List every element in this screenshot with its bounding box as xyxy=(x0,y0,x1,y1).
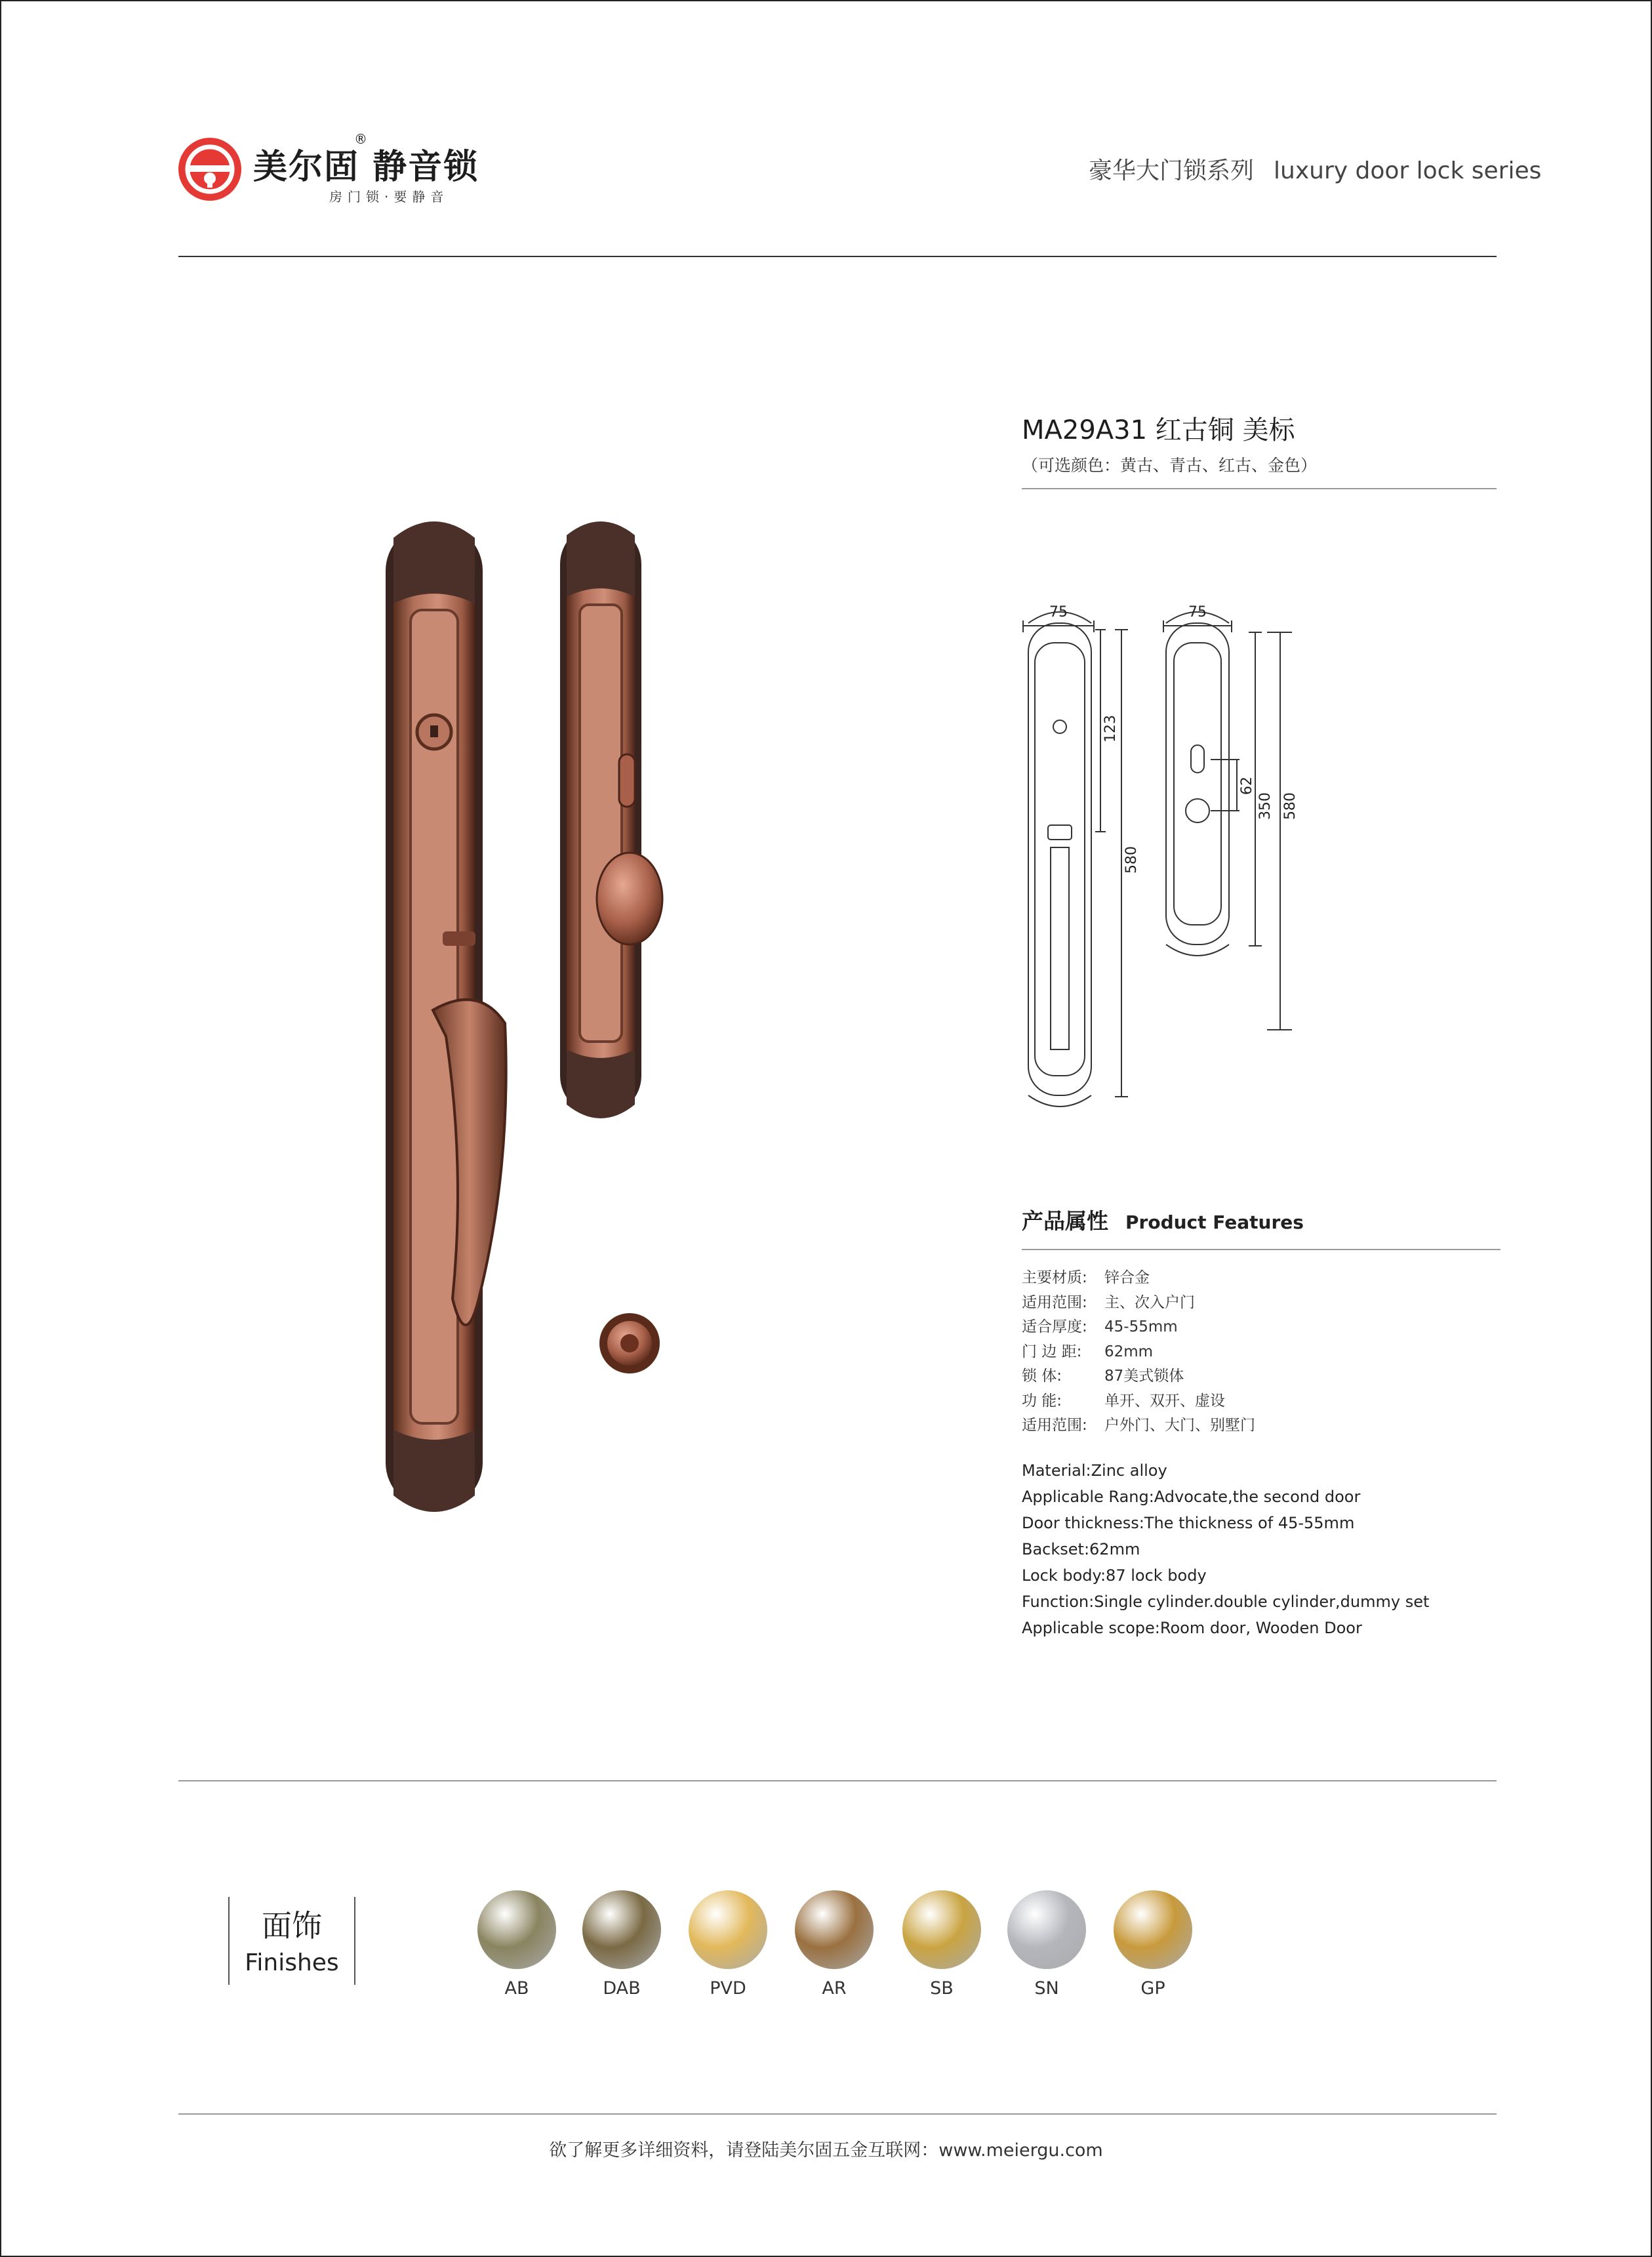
spec-row: 适用范围: 主、次入户门 xyxy=(1022,1293,1195,1311)
header-divider xyxy=(178,256,1497,257)
front-plate xyxy=(386,521,506,1512)
finish-label-gp: GP xyxy=(1140,1978,1165,1999)
model-title: MA29A31 红古铜 美标 xyxy=(1022,415,1295,445)
spec-row-en: Door thickness:The thickness of 45-55mm xyxy=(1022,1514,1355,1532)
finish-label-pvd: PVD xyxy=(710,1978,746,1999)
spec-row-en: Applicable Rang:Advocate,the second door xyxy=(1022,1488,1361,1506)
spec-row: 功 能: 单开、双开、虚设 xyxy=(1022,1392,1225,1410)
drawing-front-plate xyxy=(1028,612,1091,1107)
series-title xyxy=(1089,152,1541,186)
features-title-en: Product Features xyxy=(1125,1211,1304,1233)
finish-swatch-sb xyxy=(902,1890,981,1969)
spec-row: 锁 体: 87美式锁体 xyxy=(1022,1368,1184,1385)
brand-slogan: 房门锁·要静音 xyxy=(329,189,449,205)
footer-website-note: 欲了解更多详细资料，请登陆美尔固五金互联网：www.meiergu.com xyxy=(549,2140,1103,2161)
spec-row: 适合厚度: 45-55mm xyxy=(1022,1318,1178,1335)
back-plate xyxy=(560,521,662,1118)
finish-swatch-ab xyxy=(477,1890,556,1969)
brand-name: 美尔固 静音锁 xyxy=(253,148,479,187)
registered-mark: ® xyxy=(354,131,367,147)
finish-swatch-pvd xyxy=(689,1890,767,1969)
color-options: （可选颜色：黄古、青古、红古、金色） xyxy=(1022,456,1318,475)
dim-front-width: 75 xyxy=(1049,604,1068,620)
spec-list-en xyxy=(1022,1457,1429,1641)
finishes-title-zh: 面饰 xyxy=(262,1908,322,1943)
spec-row-en: Backset:62mm xyxy=(1022,1540,1140,1558)
finish-label-ar: AR xyxy=(822,1978,847,1999)
spec-row-en: Lock body:87 lock body xyxy=(1022,1566,1207,1585)
spec-row-en: Material:Zinc alloy xyxy=(1022,1461,1167,1480)
spec-row-en: Applicable scope:Room door, Wooden Door xyxy=(1022,1619,1362,1637)
dim-back-center: 62 xyxy=(1239,777,1255,795)
dim-back-width: 75 xyxy=(1188,604,1207,620)
dim-front-cylinder: 123 xyxy=(1102,715,1119,742)
features-title-zh: 产品属性 xyxy=(1022,1208,1108,1234)
finish-swatch-gp xyxy=(1114,1890,1192,1969)
dim-back-height: 580 xyxy=(1282,792,1299,820)
dimension-drawing xyxy=(1017,603,1331,1115)
spec-row: 适用范围: 户外门、大门、别墅门 xyxy=(1022,1417,1255,1434)
finishes-title-en: Finishes xyxy=(245,1949,339,1976)
finish-label-sb: SB xyxy=(930,1978,954,1999)
series-title-en: luxury door lock series xyxy=(1274,157,1542,184)
features-heading xyxy=(1022,1204,1304,1235)
dim-back-plate: 350 xyxy=(1257,792,1274,820)
product-photo xyxy=(367,512,695,1528)
finish-label-dab: DAB xyxy=(603,1978,641,1999)
finish-swatch-ar xyxy=(795,1890,874,1969)
spec-list-zh xyxy=(1022,1266,1255,1438)
finish-swatch-dab xyxy=(582,1890,661,1969)
finishes-divider xyxy=(178,1780,1497,1781)
spec-row-en: Function:Single cylinder.double cylinder,dummy set xyxy=(1022,1593,1430,1611)
finish-label-sn: SN xyxy=(1034,1978,1059,1999)
title-divider xyxy=(1022,488,1497,489)
finish-label-ab: AB xyxy=(504,1978,529,1999)
drawing-back-plate xyxy=(1166,612,1229,956)
series-title-zh: 豪华大门锁系列 xyxy=(1089,157,1255,184)
spec-row: 门 边 距: 62mm xyxy=(1022,1343,1154,1360)
finish-swatch-sn xyxy=(1007,1890,1086,1969)
spec-row: 主要材质: 锌合金 xyxy=(1022,1269,1150,1286)
features-divider xyxy=(1022,1249,1501,1250)
brand-logo-icon xyxy=(177,136,243,202)
dim-front-height: 580 xyxy=(1123,846,1140,874)
footer-divider xyxy=(178,2113,1497,2115)
door-stop-knob xyxy=(599,1313,660,1373)
